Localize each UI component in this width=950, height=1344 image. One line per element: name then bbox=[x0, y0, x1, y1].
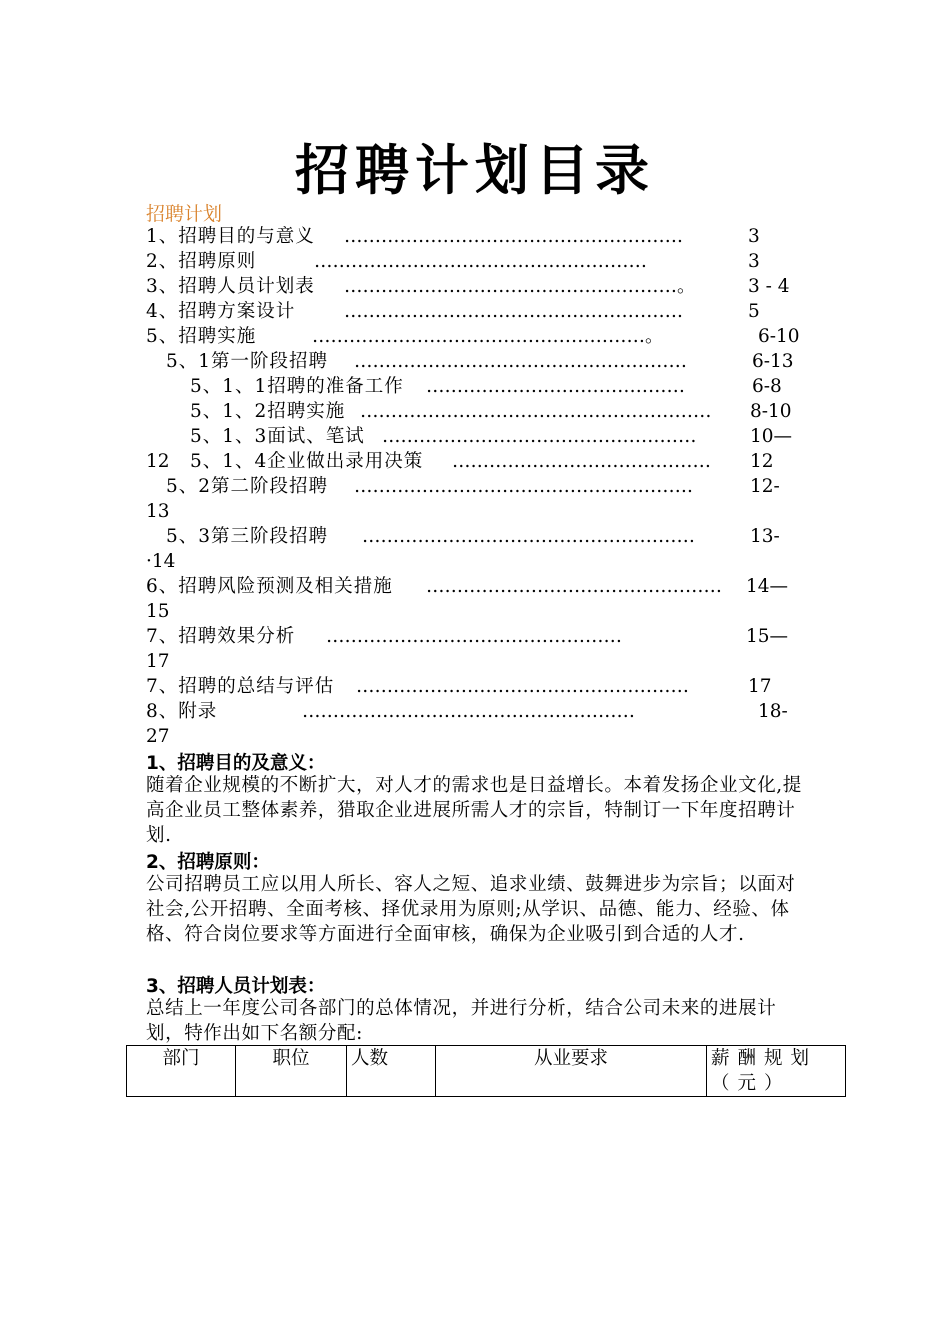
section-heading: 3、招聘人员计划表： bbox=[146, 976, 326, 997]
staffing-plan-table bbox=[126, 1045, 846, 1097]
toc-wrap-text: ·14 bbox=[146, 551, 176, 572]
section-body: 总结上一年度公司各部门的总体情况，并进行分析，结合公司未来的进展计划，特作出如下名额分配: bbox=[146, 998, 777, 1044]
table-header-cell: 从业要求 bbox=[436, 1046, 707, 1097]
document-page: 招聘计划目录 招聘计划 1、招聘目的与意义 ………………………………………………. 3 2、招聘原则 ……………………………………………… 3 3、招聘人员计划表 ………………………………………………。 3 - 4 4、招聘方案设计 ………………………………………………. 5 5、招聘实施 ………………………………………………。 6-10 5、1第一阶段招聘 ……………………………………………… 6-13 5、1、1招聘的准备工作 …………………………………… 6-8 5、1、2招聘实施 ………………………………………………… 8-10 5、1、3面试、笔试 …………………………………………… 10— 12 5、1、4企业做出录用决策 …………………………………… 12 5、2第二阶段招聘 ………………………………………………. 12- 13 5、3第三阶段招聘 ……………………………………………… 13- ·14 6、招聘风险预测及相关措施 ………………………………………… 14— 15 7、招聘效果分析 ………………………………………… 15— 17 7、招聘的总结与评估 ……………………………………………… 17 8、附录 ……………………………………………… 18- 27 1、招聘目的及意义： 随着企业规模的不断扩大，对人才的需求也是日益增长。本着发扬企业文化,提高企业员工整体素养，猎取企业进展所需人才的宗旨，特制订一下年度招聘计划. 2、招聘原则： 公司招聘员工应以用人所长、容人之短、追求业绩、鼓舞进步为宗旨；以面对社会,公开招聘、全面考核、择优录用为原则;从学识、品德、能力、经验、体格、符合岗位要求等方面进行全面审核，确保为企业吸引到合适的人才. 3、招聘人员计划表： 总结上一年度公司各部门的总体情况，并进行分析，结合公司未来的进展计划，特作出如下名额分配: 部门 职位 人数 从业要求 薪酬规划（元） bbox=[0, 0, 950, 1344]
section-body: 公司招聘员工应以用人所长、容人之短、追求业绩、鼓舞进步为宗旨；以面对社会,公开招聘、全面考核、择优录用为原则;从学识、品德、能力、经验、体格、符合岗位要求等方面进行全面审核，确保为企业吸引到合适的人才. bbox=[146, 874, 796, 945]
page-title: 招聘计划目录 bbox=[295, 139, 655, 202]
table-header-cell: 部门 bbox=[127, 1046, 236, 1097]
toc-wrap-text: 13 bbox=[146, 501, 170, 522]
section-heading: 1、招聘目的及意义： bbox=[146, 753, 326, 774]
toc-wrap-text: 15 bbox=[146, 601, 170, 622]
toc-heading: 招聘计划 bbox=[146, 203, 223, 225]
table-header-cell: 人数 bbox=[347, 1046, 436, 1097]
toc-wrap-text: 17 bbox=[146, 651, 170, 672]
table-header-row bbox=[127, 1046, 846, 1097]
table-header-cell: 职位 bbox=[236, 1046, 347, 1097]
section-heading: 2、招聘原则： bbox=[146, 852, 270, 873]
table-header-cell: 薪酬规划（元） bbox=[707, 1046, 846, 1097]
toc-wrap-text: 27 bbox=[146, 726, 170, 747]
section-body: 随着企业规模的不断扩大，对人才的需求也是日益增长。本着发扬企业文化,提高企业员工整体素养，猎取企业进展所需人才的宗旨，特制订一下年度招聘计划. bbox=[146, 775, 802, 846]
